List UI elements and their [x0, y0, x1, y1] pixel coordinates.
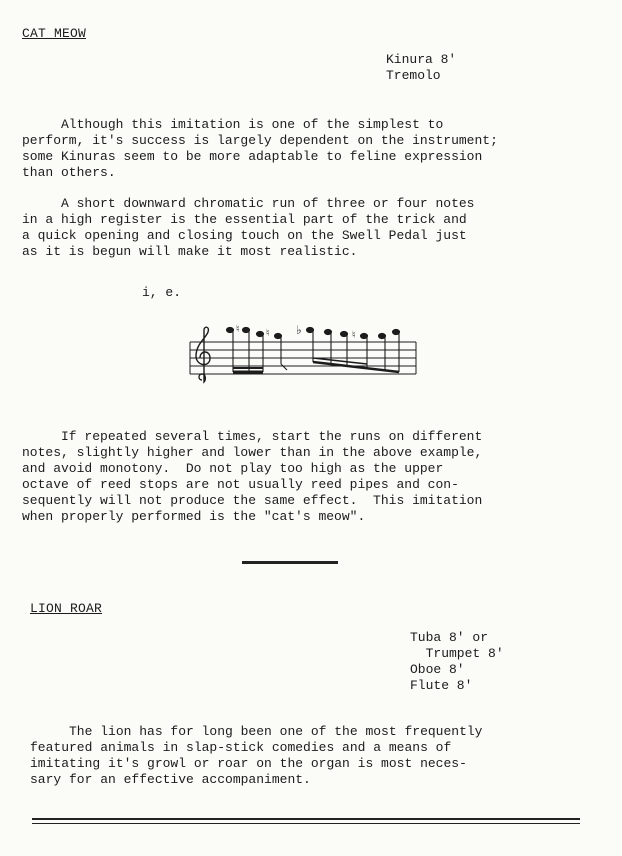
paragraph-line: A short downward chromatic run of three or four notes: [22, 196, 475, 211]
paragraph-line: sequently will not produce the same effect. This imitation: [22, 493, 483, 508]
paragraph-line: octave of reed stops are not usually reed pipes and con-: [22, 477, 459, 492]
section-divider: [242, 561, 338, 564]
paragraph-line: perform, it's success is largely dependent on the instrument;: [22, 133, 498, 148]
stop-tuba: Tuba 8' or: [410, 630, 489, 645]
paragraph-line: when properly performed is the "cat's meow".: [22, 509, 366, 524]
paragraph-line: featured animals in slap-stick comedies and a means of: [30, 740, 452, 755]
svg-text:♭: ♭: [296, 323, 302, 337]
stop-flute: Flute 8': [410, 678, 473, 693]
paragraph-line: than others.: [22, 165, 116, 180]
svg-text:♮: ♮: [352, 330, 356, 341]
stop-kinura: Kinura 8': [386, 52, 457, 67]
svg-text:♮: ♮: [236, 324, 240, 335]
paragraph-line: sary for an effective accompaniment.: [30, 772, 311, 787]
paragraph-line: The lion has for long been one of the most frequently: [30, 724, 483, 739]
bottom-rule-bottom: [32, 823, 580, 824]
ie-label: i, e.: [142, 285, 182, 300]
svg-text:♮: ♮: [266, 328, 270, 339]
paragraph-line: a quick opening and closing touch on the Swell Pedal just: [22, 228, 467, 243]
paragraph-line: If repeated several times, start the runs on different: [22, 429, 483, 444]
stop-trumpet: Trumpet 8': [410, 646, 504, 661]
bottom-rule-top: [32, 818, 580, 820]
paragraph-line: and avoid monotony. Do not play too high as the upper: [22, 461, 444, 476]
paragraph-line: Although this imitation is one of the simplest to: [22, 117, 444, 132]
paragraph-line: imitating it's growl or roar on the organ is most neces-: [30, 756, 467, 771]
section-heading-lion-roar: LION ROAR: [30, 601, 103, 616]
music-staff-example: [186, 316, 422, 392]
stop-tremolo: Tremolo: [386, 68, 441, 83]
paragraph-line: as it is begun will make it most realistic.: [22, 244, 358, 259]
section-heading-cat-meow: CAT MEOW: [22, 26, 87, 41]
paragraph-line: in a high register is the essential part of the trick and: [22, 212, 467, 227]
paragraph-line: some Kinuras seem to be more adaptable to feline expression: [22, 149, 483, 164]
stop-oboe: Oboe 8': [410, 662, 465, 677]
paragraph-line: notes, slightly higher and lower than in the above example,: [22, 445, 483, 460]
